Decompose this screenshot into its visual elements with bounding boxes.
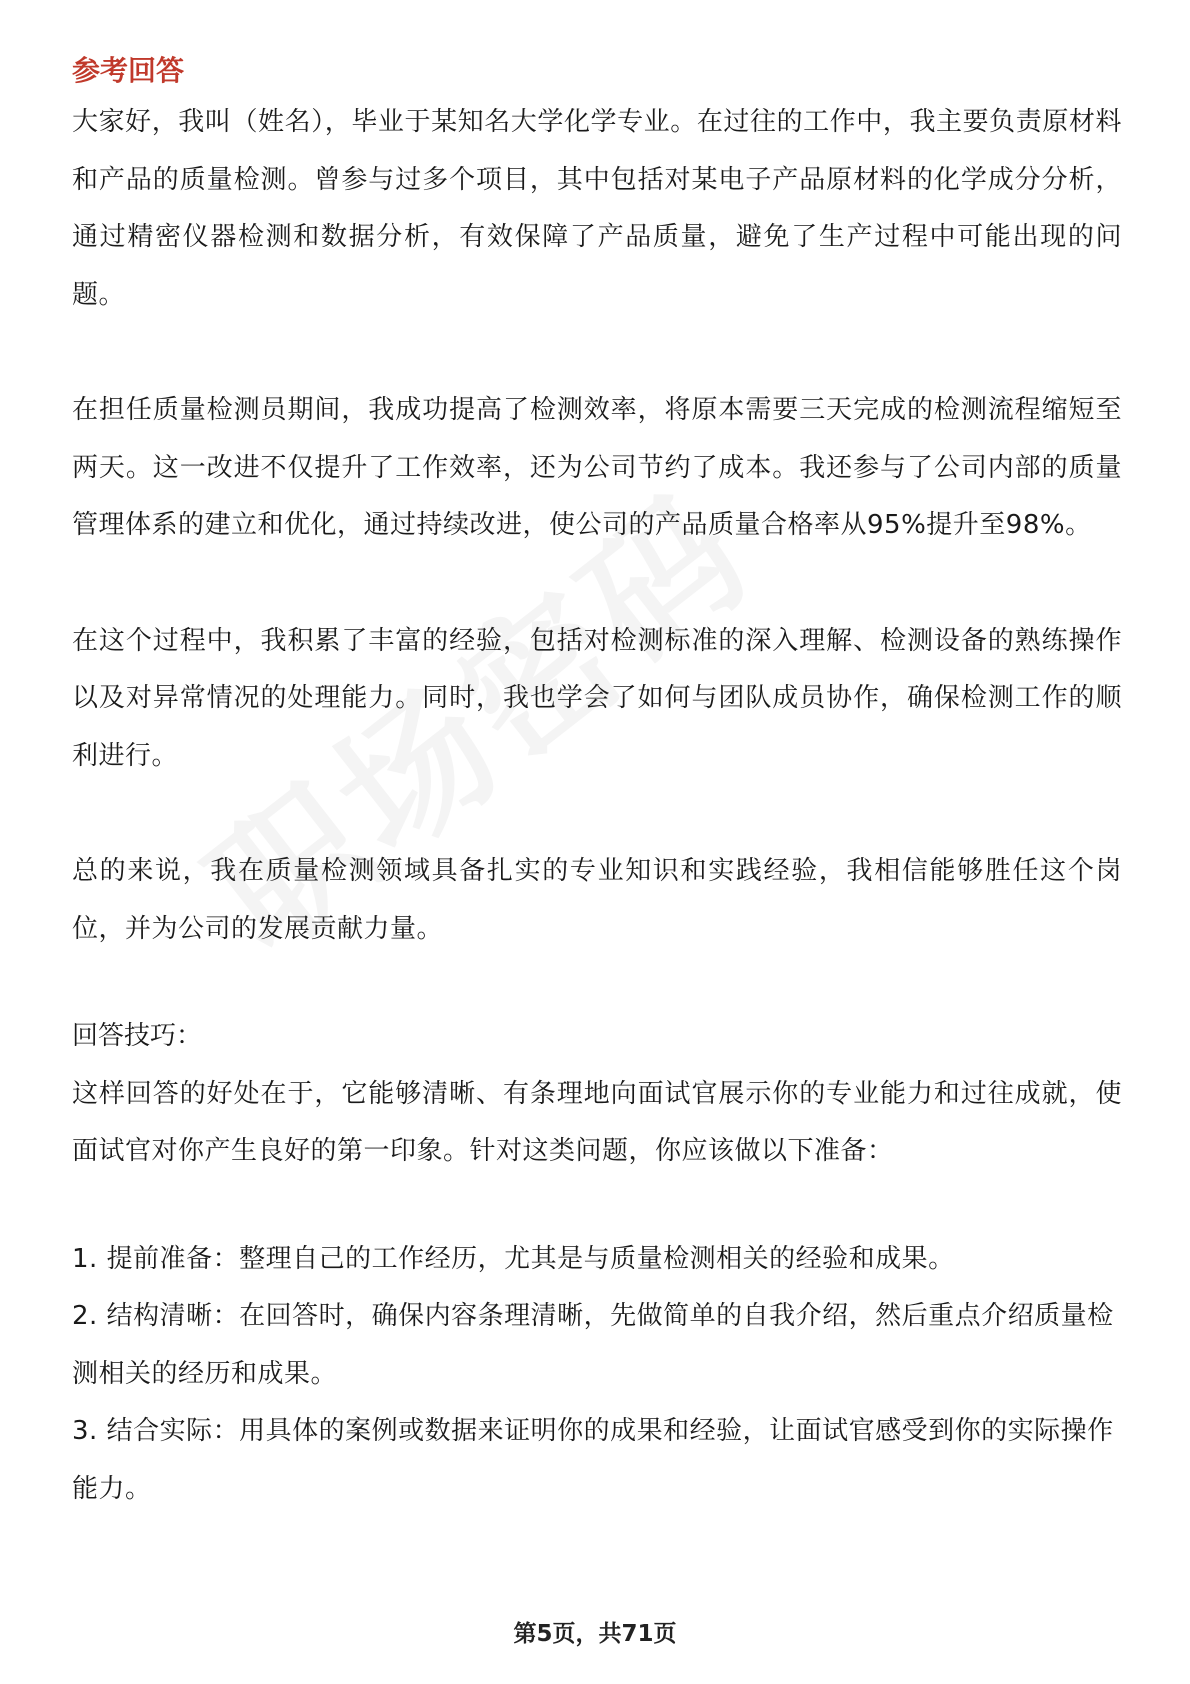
tips-title: 回答技巧： xyxy=(72,1021,203,1051)
tips-list-item-2: 2. 结构清晰：在回答时，确保内容条理清晰，先做简单的自我介绍，然后重点介绍质量检测相关的经历和成果。 xyxy=(72,1301,1114,1389)
document-body xyxy=(72,48,1122,1518)
tips-intro: 这样回答的好处在于，它能够清晰、有条理地向面试官展示你的专业能力和过往成就，使面试官对你产生良好的第一印象。针对这类问题，你应该做以下准备： xyxy=(72,1078,1122,1166)
section-heading: 参考回答 xyxy=(72,54,185,87)
tips-list-item-3: 3. 结合实际：用具体的案例或数据来证明你的成果和经验，让面试官感受到你的实际操作能力。 xyxy=(72,1416,1114,1504)
answer-paragraph-4: 总的来说，我在质量检测领域具备扎实的专业知识和实践经验，我相信能够胜任这个岗位，并为公司的发展贡献力量。 xyxy=(72,856,1122,944)
answer-paragraph-3: 在这个过程中，我积累了丰富的经验，包括对检测标准的深入理解、检测设备的熟练操作以及对异常情况的处理能力。同时，我也学会了如何与团队成员协作，确保检测工作的顺利进行。 xyxy=(72,625,1122,771)
tips-list-item-1: 1. 提前准备：整理自己的工作经历，尤其是与质量检测相关的经验和成果。 xyxy=(72,1243,955,1274)
page-number: 第5页，共71页 xyxy=(513,1621,677,1647)
answer-paragraph-2: 在担任质量检测员期间，我成功提高了检测效率，将原本需要三天完成的检测流程缩短至两天。这一改进不仅提升了工作效率，还为公司节约了成本。我还参与了公司内部的质量管理体系的建立和优化，通过持续改进，使公司的产品质量合格率从95%提升至98%。 xyxy=(72,395,1122,540)
answer-paragraph-1: 大家好，我叫（姓名），毕业于某知名大学化学专业。在过往的工作中，我主要负责原材料和产品的质量检测。曾参与过多个项目，其中包括对某电子产品原材料的化学成分分析，通过精密仪器检测和数据分析，有效保障了产品质量，避免了生产过程中可能出现的问题。 xyxy=(72,107,1122,310)
